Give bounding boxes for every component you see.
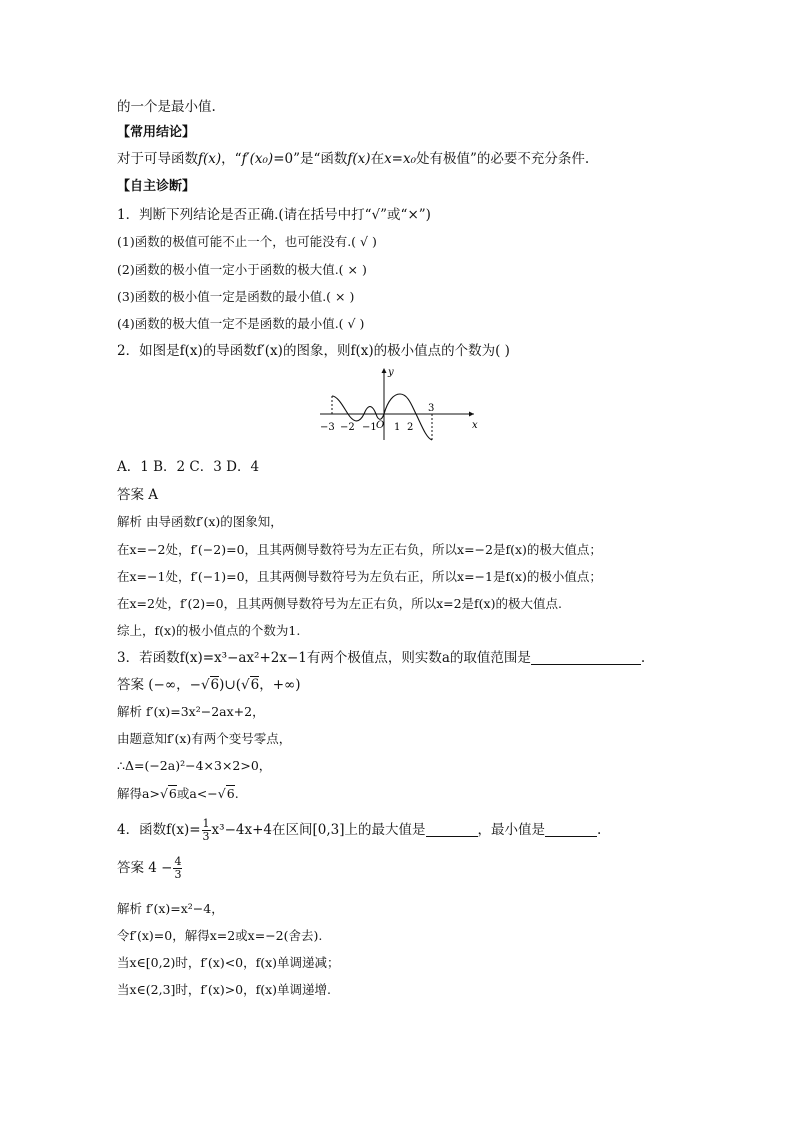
y-axis-arrow-icon	[382, 368, 387, 373]
question-2-explanation-1: 解析 由导函数f′(x)的图象知，	[117, 514, 283, 529]
question-3-explanation-2: 由题意知f′(x)有两个变号零点，	[117, 731, 292, 746]
question-2-explanation-5: 综上，f(x)的极小值点的个数为1.	[117, 623, 301, 638]
y-axis-label: y	[388, 367, 394, 378]
question-2-answer: 答案 A	[117, 487, 159, 503]
question-1-item-2: (2)函数的极小值一定小于函数的极大值.( × )	[117, 262, 367, 277]
continued-text: 的一个是最小值.	[117, 99, 216, 115]
fraction-four-thirds: $\frac{4}{3}$	[174, 855, 182, 881]
tick-label-neg3: −3	[320, 422, 335, 433]
origin-label: O	[376, 420, 385, 431]
derivative-graph	[316, 366, 486, 442]
tick-label-2: 2	[407, 422, 414, 433]
question-2-explanation-4: 在x=2处，f′(2)=0，且其两侧导数符号为左正右负，所以x=2是f(x)的极大值点.	[117, 596, 562, 611]
question-2-explanation-3: 在x=−1处，f′(−1)=0，且其两侧导数符号为左负右正，所以x=−1是f(x)的极小值点；	[117, 569, 602, 584]
tick-label-neg1: −1	[362, 422, 377, 433]
question-4-explanation-1: 解析 f′(x)=x²−4，	[117, 901, 224, 916]
question-2-options: A．1 B．2 C．3 D．4	[117, 459, 260, 475]
common-conclusion-text: 对于可导函数f(x)，“f′(x₀)=0”是“函数f(x)在x=x₀处有极值”的必要不充分条件.	[117, 151, 590, 167]
question-1-item-1: (1)函数的极值可能不止一个，也可能没有.( √ )	[117, 234, 377, 249]
question-3-answer: 答案 (−∞，−√6)∪(√6，+∞)	[117, 677, 301, 693]
derivative-curve	[332, 394, 435, 440]
question-1-item-4: (4)函数的极大值一定不是函数的最小值.( √ )	[117, 316, 365, 331]
min-value-blank	[545, 822, 597, 837]
question-3: 3．若函数f(x)=x³−ax²+2x−1有两个极值点，则实数a的取值范围是 .	[117, 650, 646, 666]
heading-self-diagnosis: 【自主诊断】	[117, 179, 196, 194]
tick-label-1: 1	[394, 422, 401, 433]
heading-common-conclusion: 【常用结论】	[117, 125, 196, 140]
question-1: 1．判断下列结论是否正确.(请在括号中打“√”或“×”)	[117, 207, 431, 223]
tick-label-3: 3	[428, 403, 435, 414]
answer-blank	[531, 650, 641, 665]
x-axis-arrow-icon	[469, 412, 474, 417]
tick-label-neg2: −2	[340, 422, 355, 433]
max-value-blank	[426, 822, 478, 837]
question-2: 2．如图是f(x)的导函数f′(x)的图象，则f(x)的极小值点的个数为( )	[117, 343, 510, 359]
question-2-explanation-2: 在x=−2处，f′(−2)=0，且其两侧导数符号为左正右负，所以x=−2是f(x)的极大值点；	[117, 542, 602, 557]
question-4: 4．函数f(x)= $\frac{1}{3}$ x³−4x+4在区间[0,3]上的最大值是 ，最小值是 .	[117, 817, 602, 843]
fraction-one-third: $\frac{1}{3}$	[202, 817, 210, 843]
question-3-explanation-4: 解得a>√6或a<−√6.	[117, 786, 239, 801]
question-4-answer: 答案 4 − $\frac{4}{3}$	[117, 855, 182, 881]
question-4-explanation-3: 当x∈[0,2)时，f′(x)<0，f(x)单调递减；	[117, 955, 340, 970]
question-4-explanation-4: 当x∈(2,3]时，f′(x)>0，f(x)单调递增.	[117, 982, 332, 997]
x-axis-label: x	[472, 420, 478, 431]
question-4-explanation-2: 令f′(x)=0，解得x=2或x=−2(舍去).	[117, 928, 323, 943]
question-1-item-3: (3)函数的极小值一定是函数的最小值.( × )	[117, 289, 355, 304]
question-3-explanation-1: 解析 f′(x)=3x²−2ax+2，	[117, 704, 265, 719]
question-3-explanation-3: ∴Δ=(−2a)²−4×3×2>0，	[117, 758, 272, 773]
